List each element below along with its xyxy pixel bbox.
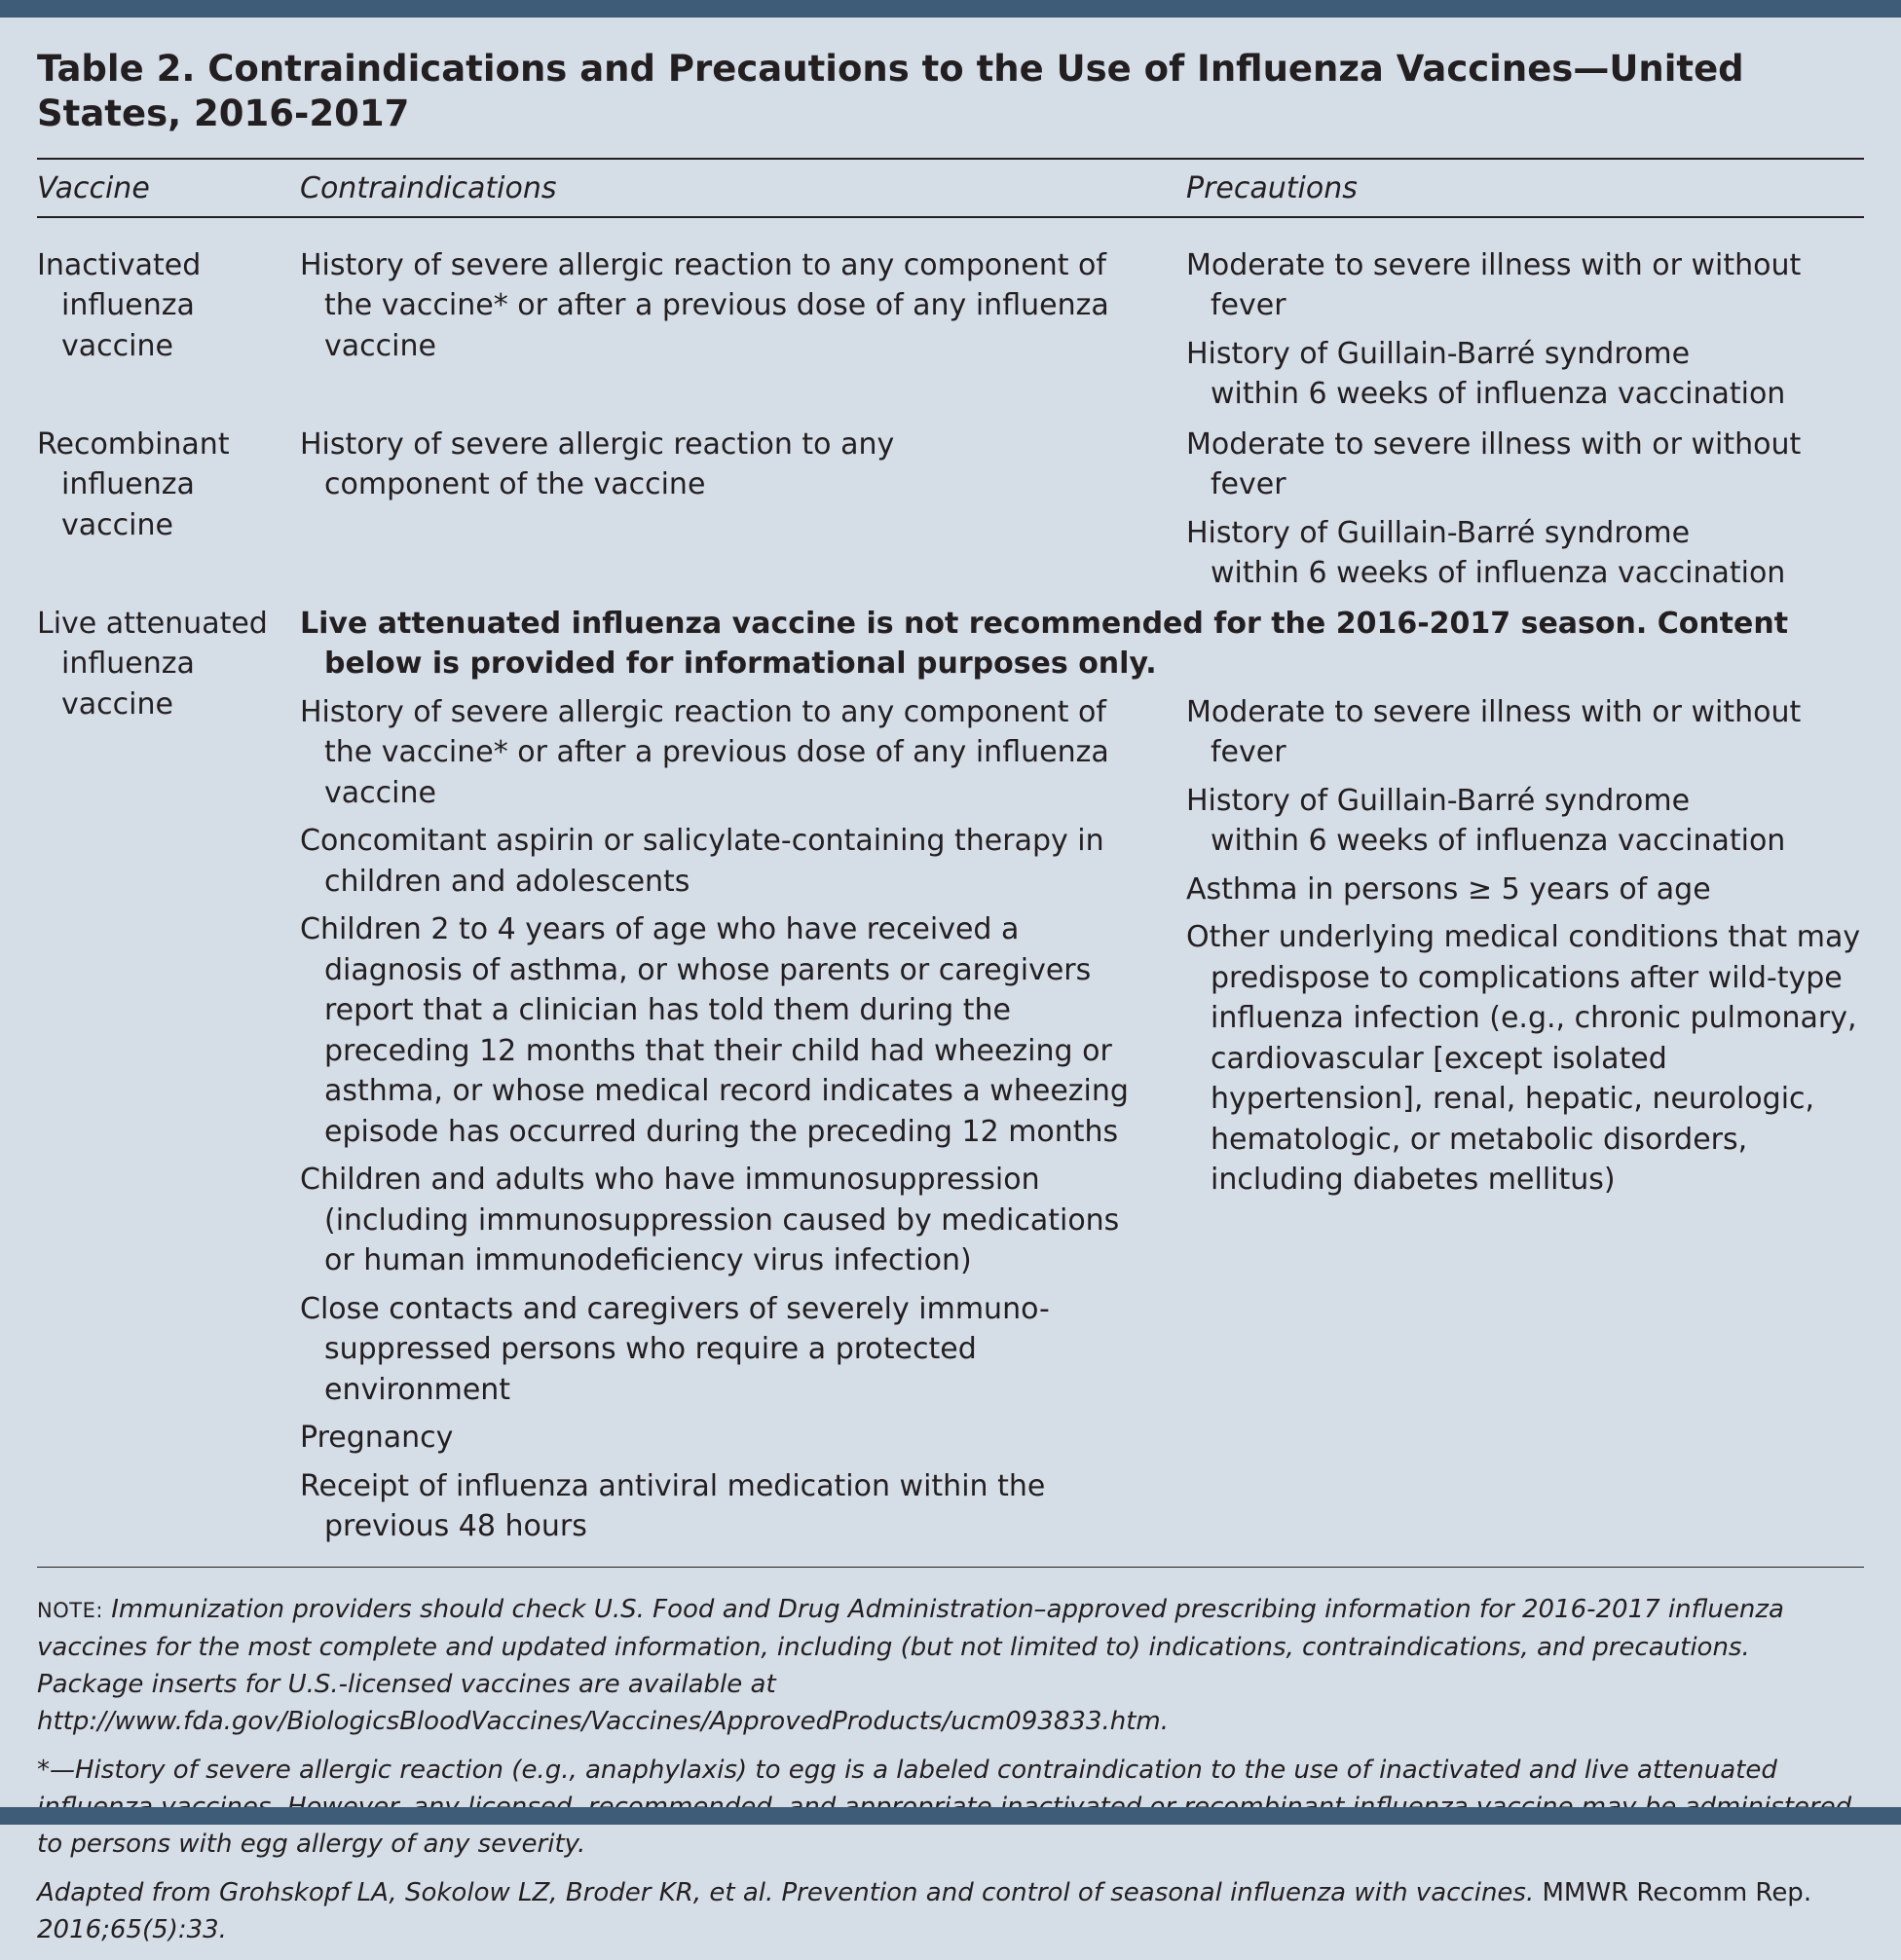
live-content bbox=[300, 604, 1864, 1555]
table-title: Table 2. Contraindications and Precautions to the Use of Influenza Vaccines—United States, 2016-2017 bbox=[37, 48, 1744, 134]
list-item: Concomitant aspirin or salicylate-containing therapy in children and adolescents bbox=[300, 824, 1104, 899]
note-label: NOTE: bbox=[37, 1599, 103, 1622]
list-item: History of Guillain-Barré syndrome within 6 weeks of influenza vaccination bbox=[1186, 783, 1786, 858]
bottom-accent-bar bbox=[0, 1807, 1901, 1825]
precautions-cell bbox=[1186, 245, 1864, 423]
table-row bbox=[37, 604, 1864, 1555]
source-prefix: Adapted from Grohskopf LA, Sokolow LZ, Broder KR, et al. Prevention and control of seasonal influenza with vaccines. bbox=[37, 1878, 1535, 1907]
vaccine-name: Live attenuated influenza vaccine bbox=[37, 606, 268, 721]
source-journal: MMWR Recomm Rep. bbox=[1542, 1878, 1812, 1907]
top-accent-bar bbox=[0, 0, 1901, 18]
vaccine-name: Inactivated influenza vaccine bbox=[37, 247, 202, 363]
table-notes bbox=[37, 1591, 1864, 1948]
list-item: Close contacts and caregivers of severely immuno-suppressed persons who require a protected environment bbox=[300, 1291, 1050, 1407]
list-item: Asthma in persons ≥ 5 years of age bbox=[1186, 871, 1711, 906]
table-row bbox=[37, 425, 1864, 602]
list-item: History of severe allergic reaction to any component of the vaccine* or after a previous dose of any influenza vaccine bbox=[300, 694, 1109, 810]
precautions-cell bbox=[1186, 425, 1864, 602]
vaccine-name: Recombinant influenza vaccine bbox=[37, 426, 230, 542]
header-rule bbox=[37, 216, 1864, 218]
list-item: Children and adults who have immunosuppression (including immunosuppression caused by medications or human immunodeficiency virus infection) bbox=[300, 1163, 1120, 1277]
table-bottom-rule bbox=[37, 1567, 1864, 1569]
list-item: Pregnancy bbox=[300, 1421, 454, 1455]
header-precautions: Precautions bbox=[1186, 171, 1358, 205]
list-item: History of severe allergic reaction to any component of the vaccine* or after a previous dose of any influenza vaccine bbox=[300, 247, 1109, 363]
table-row bbox=[37, 245, 1864, 423]
footnote: *—History of severe allergic reaction (e.g., anaphylaxis) to egg is a labeled contraindication to the use of inactivated and live attenuated to persons with egg allergy of any severity. bbox=[37, 1756, 1777, 1859]
list-item: Receipt of influenza antiviral medication within the previous 48 hours bbox=[300, 1468, 1046, 1543]
contraindications-cell bbox=[300, 245, 1186, 423]
list-item: Children 2 to 4 years of age who have received a diagnosis of asthma, or whose parents or caregivers report that a clinician has told them during the preceding 12 months that their child had wheezing or asthma, or whose medical record indicates a wheezing episode has occurred during the preceding 12 months bbox=[300, 912, 1129, 1149]
table-panel bbox=[37, 47, 1864, 1960]
contraindications-cell bbox=[300, 425, 1186, 602]
list-item: History of severe allergic reaction to any component of the vaccine bbox=[300, 426, 895, 501]
header-contraindications: Contraindications bbox=[300, 171, 557, 205]
source-citation bbox=[37, 1874, 1864, 1948]
list-item: Moderate to severe illness with or without fever bbox=[1186, 426, 1802, 501]
precautions-cell bbox=[1186, 692, 1864, 1555]
list-item: Moderate to severe illness with or without fever bbox=[1186, 247, 1802, 322]
contraindications-cell bbox=[300, 692, 1186, 1555]
note-paragraph bbox=[37, 1591, 1864, 1740]
live-notice: Live attenuated influenza vaccine is not recommended for the 2016-2017 season. Content below is provided for informational purposes only. bbox=[300, 606, 1789, 681]
list-item: Moderate to severe illness with or without fever bbox=[1186, 694, 1802, 769]
list-item: History of Guillain-Barré syndrome within 6 weeks of influenza vaccination bbox=[1186, 515, 1786, 590]
table-header bbox=[37, 160, 1864, 216]
list-item: Other underlying medical conditions that may predispose to complications after wild-type influenza infection (e.g., chronic pulmonary, cardiovascular [except isolated hypertension], renal, hepatic, neurologic, hematologic, or metabolic disorders, including diabetes mellitus) bbox=[1186, 920, 1861, 1197]
note-text: Immunization providers should check U.S. Food and Drug Administration–approved prescribing information for 2016-2017 influenza vaccines for the most complete and updated information, including (but not limited to) indications, contraindications, and precautions. Package inserts for U.S.-licensed vaccines are available at http://www.fda.gov/BiologicsBloodVaccines/Vaccines/ApprovedProducts/ucm093833.htm. bbox=[37, 1595, 1784, 1736]
list-item: History of Guillain-Barré syndrome within 6 weeks of influenza vaccination bbox=[1186, 336, 1786, 411]
source-suffix: 2016;65(5):33. bbox=[37, 1915, 227, 1944]
header-vaccine: Vaccine bbox=[37, 171, 150, 205]
